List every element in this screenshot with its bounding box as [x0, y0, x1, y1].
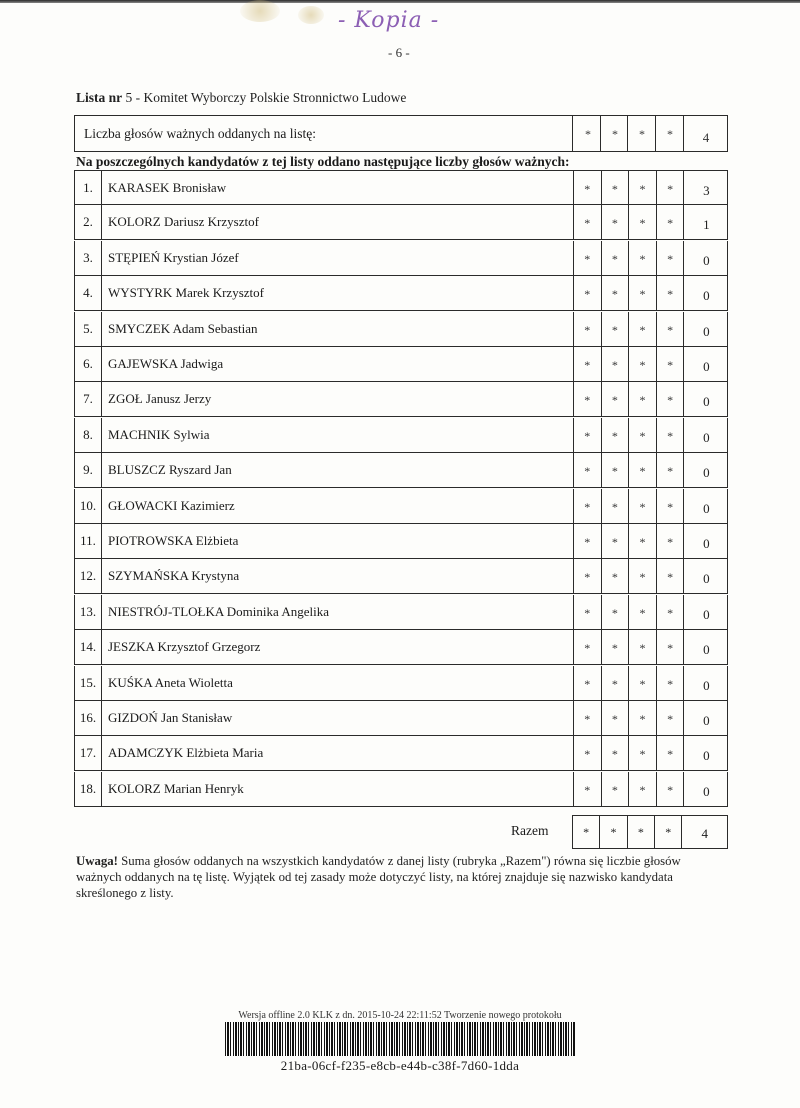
- candidate-star: *: [601, 701, 629, 735]
- candidate-star: *: [573, 489, 601, 523]
- candidate-vote-boxes: [573, 701, 729, 735]
- candidate-star: *: [573, 276, 601, 310]
- candidate-vote-boxes: [573, 595, 729, 629]
- candidate-votes: 3: [683, 171, 728, 204]
- list-title: [76, 90, 406, 106]
- total-star: *: [612, 127, 618, 141]
- candidate-number: 16.: [75, 701, 102, 735]
- candidate-row: [74, 524, 728, 559]
- candidate-vote-boxes: [573, 524, 729, 558]
- candidate-vote-boxes: [573, 418, 729, 452]
- candidate-row: [74, 382, 728, 417]
- candidate-star: *: [601, 205, 629, 239]
- candidate-vote-boxes: [573, 772, 729, 806]
- candidate-star: *: [628, 524, 656, 558]
- candidate-star: *: [628, 453, 656, 487]
- candidate-star: *: [601, 524, 629, 558]
- candidate-star: *: [573, 382, 601, 416]
- candidate-star: *: [628, 418, 656, 452]
- candidate-vote-boxes: [573, 241, 729, 275]
- candidate-star: *: [656, 276, 684, 310]
- candidate-star: *: [573, 630, 601, 664]
- list-title-label: Lista nr: [76, 90, 123, 105]
- candidate-number: 15.: [75, 666, 102, 700]
- candidate-star: *: [573, 736, 601, 770]
- candidate-votes: 0: [683, 382, 728, 416]
- candidate-star: *: [601, 595, 629, 629]
- candidate-row: [74, 701, 728, 736]
- candidate-star: *: [628, 382, 656, 416]
- barcode-id: 21ba-06cf-f235-e8cb-e44b-c38f-7d60-1dda: [280, 1058, 520, 1073]
- candidate-votes: 1: [683, 205, 728, 239]
- candidate-star: *: [601, 736, 629, 770]
- candidate-star: *: [628, 312, 656, 346]
- candidate-name: SZYMAŃSKA Krystyna: [108, 568, 240, 584]
- razem-box: [572, 815, 728, 849]
- candidate-star: *: [628, 772, 656, 806]
- candidate-row: [74, 595, 728, 630]
- page-number: - 6 -: [388, 45, 410, 60]
- scan-edge: [0, 0, 800, 3]
- candidate-star: *: [656, 418, 684, 452]
- barcode: [225, 1022, 575, 1056]
- total-star: *: [667, 127, 673, 141]
- candidate-vote-boxes: [573, 666, 729, 700]
- candidate-row: [74, 241, 728, 276]
- candidate-star: *: [656, 630, 684, 664]
- candidate-star: *: [628, 666, 656, 700]
- candidate-vote-boxes: [573, 205, 729, 239]
- candidate-votes: 0: [683, 312, 728, 346]
- candidate-star: *: [601, 312, 629, 346]
- candidate-votes: 0: [683, 630, 728, 664]
- candidate-star: *: [628, 276, 656, 310]
- candidate-star: *: [656, 524, 684, 558]
- candidate-number: 13.: [75, 595, 102, 629]
- candidate-star: *: [628, 241, 656, 275]
- candidate-name: WYSTYRK Marek Krzysztof: [108, 285, 264, 301]
- candidate-vote-boxes: [573, 171, 729, 204]
- list-title-committee: 5 - Komitet Wyborczy Polskie Stronnictwo Ludowe: [122, 90, 407, 105]
- candidate-star: *: [656, 736, 684, 770]
- candidate-star: *: [573, 205, 601, 239]
- candidate-star: *: [628, 559, 656, 593]
- candidate-number: 7.: [75, 382, 102, 416]
- candidate-star: *: [573, 241, 601, 275]
- candidate-star: *: [656, 489, 684, 523]
- candidate-row: [74, 205, 728, 240]
- candidate-name: SMYCZEK Adam Sebastian: [108, 320, 258, 336]
- candidate-number: 6.: [75, 347, 102, 381]
- candidate-star: *: [601, 276, 629, 310]
- candidate-number: 5.: [75, 312, 102, 346]
- candidate-star: *: [573, 453, 601, 487]
- candidate-votes: 0: [683, 453, 728, 487]
- candidate-row: [74, 772, 728, 807]
- candidate-vote-boxes: [573, 630, 729, 664]
- candidate-star: *: [656, 312, 684, 346]
- candidate-star: *: [628, 489, 656, 523]
- candidate-star: *: [656, 347, 684, 381]
- candidate-number: 17.: [75, 736, 102, 770]
- candidate-name: ADAMCZYK Elżbieta Maria: [108, 745, 264, 761]
- candidate-name: JESZKA Krzysztof Grzegorz: [108, 639, 261, 655]
- candidate-number: 18.: [75, 772, 102, 806]
- candidate-votes: 0: [683, 489, 728, 523]
- total-divider: [572, 115, 573, 152]
- candidate-name: KARASEK Bronisław: [108, 180, 227, 195]
- candidate-star: *: [573, 312, 601, 346]
- candidate-star: *: [573, 524, 601, 558]
- candidate-star: *: [573, 595, 601, 629]
- candidate-star: *: [573, 701, 601, 735]
- candidate-name: KOLORZ Marian Henryk: [108, 780, 244, 796]
- candidate-number: 9.: [75, 453, 102, 487]
- candidate-row: [74, 630, 728, 665]
- candidate-star: *: [601, 347, 629, 381]
- candidate-star: *: [656, 772, 684, 806]
- candidate-number: 10.: [75, 489, 102, 523]
- candidate-row: [74, 666, 728, 701]
- candidate-name: GŁOWACKI Kazimierz: [108, 497, 235, 513]
- candidate-votes: 0: [683, 241, 728, 275]
- candidate-star: *: [601, 666, 629, 700]
- candidate-number: 12.: [75, 559, 102, 593]
- razem-star: *: [628, 816, 655, 848]
- candidate-star: *: [601, 453, 629, 487]
- candidate-row: [74, 170, 728, 205]
- candidate-star: *: [573, 559, 601, 593]
- candidate-row: [74, 418, 728, 453]
- candidate-star: *: [628, 595, 656, 629]
- candidate-vote-boxes: [573, 347, 729, 381]
- candidate-star: *: [628, 171, 656, 204]
- candidate-star: *: [656, 382, 684, 416]
- candidate-number: 14.: [75, 630, 102, 664]
- candidate-row: [74, 559, 728, 594]
- candidate-star: *: [656, 205, 684, 239]
- candidate-name: PIOTROWSKA Elżbieta: [108, 533, 239, 548]
- candidates-header: Na poszczególnych kandydatów z tej listy oddano następujące liczby głosów ważnych:: [76, 154, 570, 169]
- candidate-star: *: [573, 772, 601, 806]
- candidate-votes: 0: [683, 701, 728, 735]
- candidate-vote-boxes: [573, 489, 729, 523]
- candidate-star: *: [628, 630, 656, 664]
- candidate-row: [74, 276, 728, 311]
- razem-star: *: [573, 816, 600, 848]
- candidate-vote-boxes: [573, 559, 729, 593]
- candidate-star: *: [628, 736, 656, 770]
- candidate-votes: 0: [683, 736, 728, 770]
- razem-star: *: [600, 816, 627, 848]
- note-text: Suma głosów oddanych na wszystkich kandydatów z danej listy (rubryka „Razem") równa się liczbie głosów ważnych oddanych na tę listę. Wyjątek od tej zasady może dotyczyć listy, na której znajduje się nazwisko kandydata skreślonego z listy.: [76, 854, 681, 900]
- candidate-star: *: [601, 418, 629, 452]
- candidate-name: ZGOŁ Janusz Jerzy: [108, 391, 212, 407]
- candidate-row: [74, 347, 728, 382]
- scan-stain: [298, 6, 324, 24]
- candidate-star: *: [601, 630, 629, 664]
- candidate-star: *: [656, 701, 684, 735]
- candidate-number: 2.: [75, 205, 102, 239]
- version-line: Wersja offline 2.0 KLK z dn. 2015-10-24 22:11:52 Tworzenie nowego protokołu: [238, 1010, 562, 1021]
- candidate-name: BLUSZCZ Ryszard Jan: [108, 462, 232, 478]
- total-star: *: [639, 127, 645, 141]
- candidate-row: [74, 453, 728, 488]
- candidate-name: MACHNIK Sylwia: [108, 426, 210, 442]
- candidate-star: *: [601, 772, 629, 806]
- razem-label: Razem: [511, 823, 549, 838]
- candidate-star: *: [573, 666, 601, 700]
- candidate-vote-boxes: [573, 312, 729, 346]
- copy-stamp: - Kopia -: [338, 8, 440, 33]
- candidate-star: *: [656, 666, 684, 700]
- candidate-votes: 0: [683, 559, 728, 593]
- candidate-votes: 0: [683, 418, 728, 452]
- candidate-votes: 0: [683, 347, 728, 381]
- candidate-star: *: [656, 241, 684, 275]
- candidate-number: 11.: [75, 524, 102, 558]
- candidate-number: 3.: [75, 241, 102, 275]
- candidate-star: *: [573, 418, 601, 452]
- candidate-star: *: [656, 171, 684, 204]
- candidate-name: KOLORZ Dariusz Krzysztof: [108, 214, 259, 230]
- candidate-star: *: [601, 382, 629, 416]
- candidate-name: NIESTRÓJ-TLOŁKA Dominika Angelika: [108, 603, 329, 619]
- candidate-votes: 0: [683, 524, 728, 558]
- candidate-star: *: [656, 595, 684, 629]
- candidate-row: [74, 736, 728, 771]
- candidate-star: *: [601, 171, 629, 204]
- candidate-row: [74, 489, 728, 524]
- candidate-star: *: [573, 347, 601, 381]
- note-label: Uwaga!: [76, 854, 118, 868]
- candidate-vote-boxes: [573, 382, 729, 416]
- candidate-votes: 0: [683, 666, 728, 700]
- total-star: *: [585, 127, 591, 141]
- candidate-vote-boxes: [573, 453, 729, 487]
- candidate-star: *: [601, 241, 629, 275]
- candidate-votes: 0: [683, 276, 728, 310]
- candidate-name: KUŚKA Aneta Wioletta: [108, 674, 233, 690]
- candidate-star: *: [601, 559, 629, 593]
- candidate-name: STĘPIEŃ Krystian Józef: [108, 249, 239, 265]
- candidate-name: GAJEWSKA Jadwiga: [108, 356, 224, 371]
- candidate-number: 4.: [75, 276, 102, 310]
- candidate-star: *: [601, 489, 629, 523]
- candidate-row: [74, 312, 728, 347]
- note-paragraph: [76, 853, 724, 901]
- candidate-star: *: [656, 559, 684, 593]
- razem-value: 4: [701, 826, 708, 841]
- candidate-number: 8.: [75, 418, 102, 452]
- candidate-vote-boxes: [573, 736, 729, 770]
- candidate-star: *: [573, 171, 601, 204]
- candidate-star: *: [656, 453, 684, 487]
- candidate-star: *: [628, 701, 656, 735]
- candidate-votes: 0: [683, 772, 728, 806]
- total-votes-value: 4: [702, 130, 710, 145]
- total-votes-label: Liczba głosów ważnych oddanych na listę:: [84, 126, 317, 141]
- candidate-star: *: [628, 205, 656, 239]
- candidate-vote-boxes: [573, 276, 729, 310]
- candidate-votes: 0: [683, 595, 728, 629]
- razem-star: *: [655, 816, 682, 848]
- candidate-number: 1.: [75, 171, 102, 204]
- candidate-star: *: [628, 347, 656, 381]
- candidate-name: GIZDOŃ Jan Stanisław: [108, 710, 233, 725]
- scan-stain: [240, 0, 280, 22]
